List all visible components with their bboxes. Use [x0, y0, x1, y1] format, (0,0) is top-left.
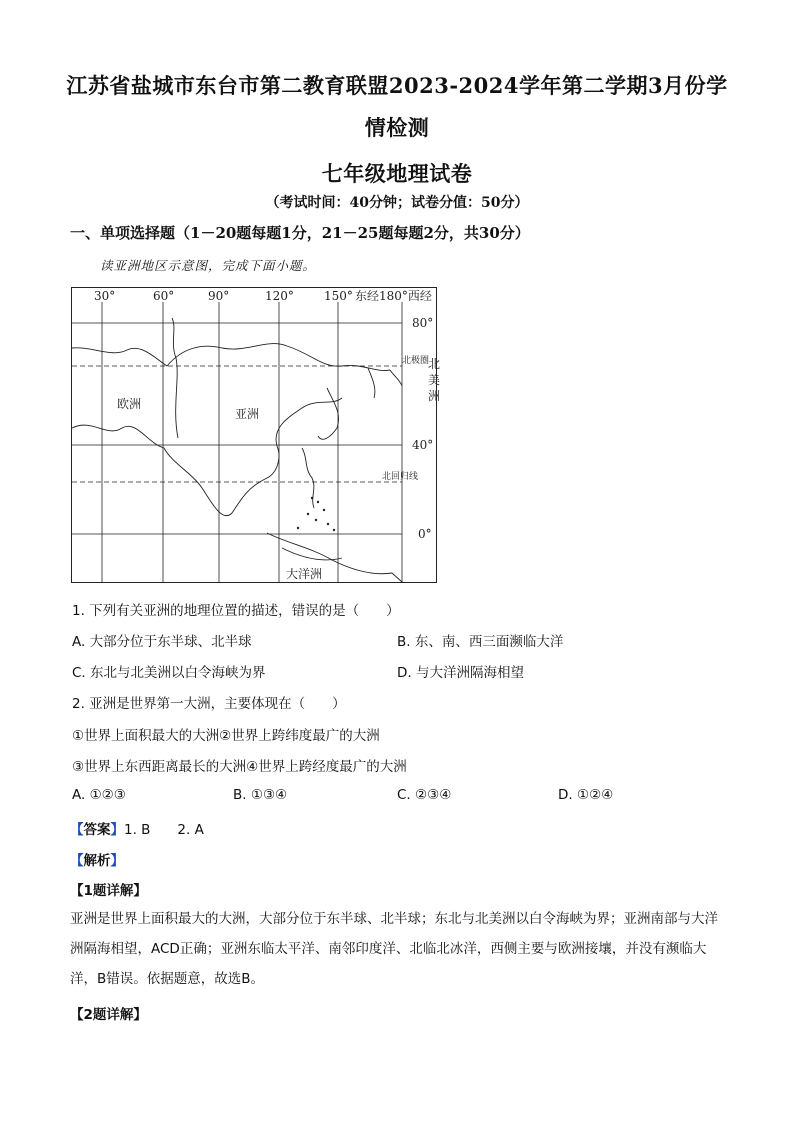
document-title-line1: 江苏省盐城市东台市第二教育联盟2023-2024学年第二学期3月份学: [66, 73, 728, 98]
question-1-option-a: A. 大部分位于东半球、北半球: [72, 634, 252, 650]
detail-1-label: 1题详解: [83, 883, 134, 899]
detail-1-text: 亚洲是世界上面积最大的大洲，大部分位于东半球、北半球；东北与北美洲以白令海峡为界；亚洲南部与大洋洲隔海相望，ACD正确；亚洲东临太平洋、南邻印度洋、北临北冰洋，西侧主要与欧洲接壤，并没有濒临大洋，B错误。依据题意，故选B。: [70, 911, 718, 987]
document-title-line2: 情检测: [364, 115, 430, 140]
exam-info: （考试时间：40分钟；试卷分值：50分）: [265, 195, 529, 211]
question-intro: 读亚洲地区示意图，完成下面小题。: [100, 258, 317, 273]
lon-label: 东经180°西经: [355, 289, 432, 303]
asia-map-figure: [71, 287, 440, 583]
lon-label: 120°: [265, 289, 294, 303]
lat-label: 0°: [418, 527, 432, 541]
question-1-option-c: C. 东北与北美洲以白令海峡为界: [72, 665, 266, 681]
lon-label: 60°: [153, 289, 175, 303]
detail-1-heading: 【1题详解】: [70, 883, 147, 899]
detail-2-label: 2题详解: [83, 1007, 134, 1023]
asia-map-svg: [72, 288, 440, 582]
answer-section: 【答案】1. B 2. A: [70, 822, 204, 838]
lat-label: 80°: [412, 316, 434, 330]
arctic-circle-label: 北极圈: [402, 356, 430, 366]
question-2-statement: ③世界上东西距离最长的大洲④世界上跨经度最广的大洲: [72, 759, 407, 775]
lon-label: 150°: [324, 289, 353, 303]
region-europe-label: 欧洲: [117, 397, 142, 411]
question-2-option-d: D. ①②④: [558, 787, 614, 803]
question-2-stem: 2. 亚洲是世界第一大洲，主要体现在（ ）: [72, 696, 346, 712]
question-1-stem: 1. 下列有关亚洲的地理位置的描述，错误的是（ ）: [72, 603, 400, 619]
lon-label: 90°: [208, 289, 230, 303]
lat-label: 40°: [412, 438, 434, 452]
region-oceania-label: 大洋洲: [286, 567, 323, 581]
section-heading: 一、单项选择题（1－20题每题1分，21－25题每题2分，共30分）: [70, 224, 530, 242]
question-2-statement: ①世界上面积最大的大洲②世界上跨纬度最广的大洲: [72, 728, 380, 744]
tropic-of-cancer-label: 北回归线: [382, 472, 419, 482]
region-north-america-label: 洲: [427, 389, 440, 403]
question-2-option-a: A. ①②③: [72, 787, 126, 803]
region-north-america-label: 美: [427, 373, 440, 387]
question-2-option-b: B. ①③④: [233, 787, 288, 803]
analysis-heading: 【解析】: [70, 853, 124, 869]
document-subtitle: 七年级地理试卷: [321, 161, 473, 186]
answer-label: 答案: [83, 822, 111, 838]
region-asia-label: 亚洲: [235, 407, 260, 421]
question-1-option-d: D. 与大洋洲隔海相望: [397, 665, 524, 681]
question-1-option-b: B. 东、南、西三面濒临大洋: [397, 634, 564, 650]
region-north-america-label: 北: [427, 357, 440, 371]
analysis-label: 解析: [83, 853, 111, 869]
answer-text: 1. B 2. A: [124, 822, 204, 838]
question-2-option-c: C. ②③④: [397, 787, 452, 803]
lon-label: 30°: [94, 289, 116, 303]
detail-2-heading: 【2题详解】: [70, 1007, 147, 1023]
